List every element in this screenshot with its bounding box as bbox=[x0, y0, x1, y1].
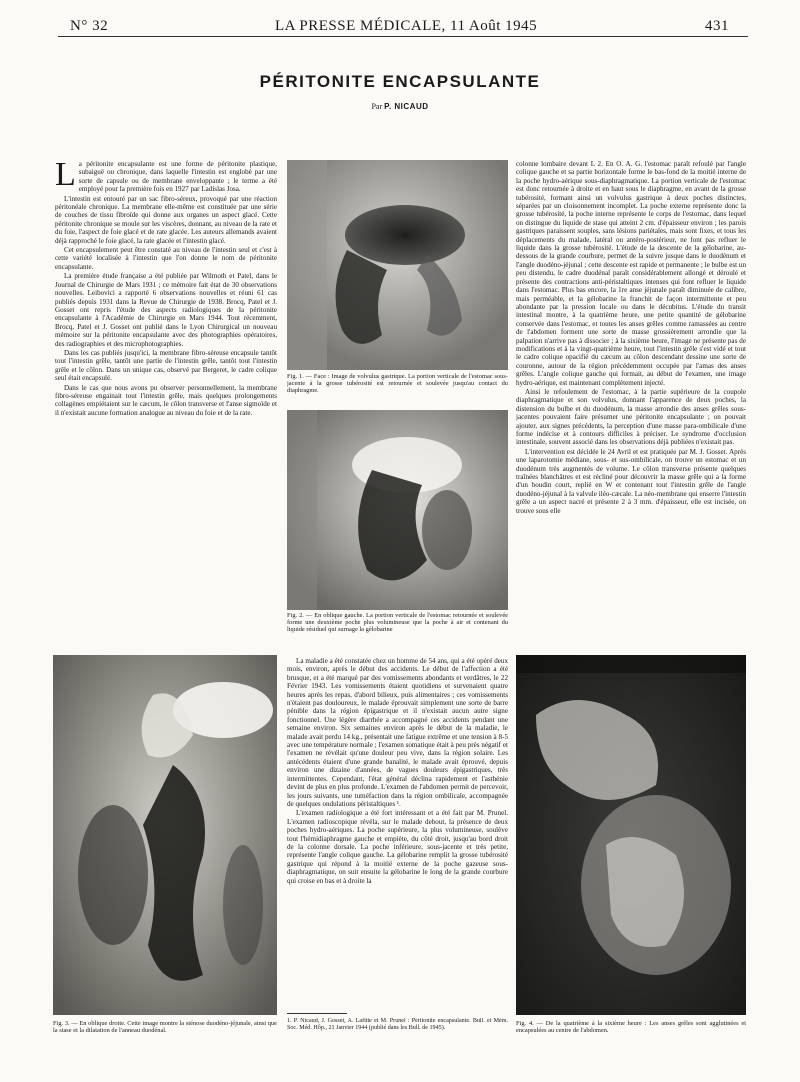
article-title: PÉRITONITE ENCAPSULANTE bbox=[259, 72, 541, 91]
column-3 bbox=[516, 160, 746, 652]
paragraph-3: Cet encapsulement peut être constaté au niveau de l'intestin seul et c'est à cette variété localisée à l'intestin que l'on donne le nom de péritonite encapsulante. bbox=[55, 246, 277, 271]
paragraph-2: L'intestin est entouré par un sac fibro-séreux, provoqué par une réaction péritonéale chronique. La membrane elle-même est constituée par une série de couches de tissu fibroïde qui donne aux organes un aspect glacé. Cette péritonite chronique se moule sur les viscères, donnant, au niveau de la rate et du foie, l'aspect de foie glacé et de rate glacée. Les auteurs allemands avaient déjà rapproché le foie glacé, la rate glacée et l'intestin glacé. bbox=[55, 194, 277, 245]
issue-number: N° 32 bbox=[70, 18, 109, 34]
header-rule bbox=[58, 36, 748, 37]
author-prefix: Par bbox=[371, 102, 383, 111]
paragraph-6: Dans le cas que nous avons pu observer personnellement, la membrane fibro-séreuse engainait tout l'intestin grêle, mais quelques prolongements collagènes empiétaient sur le cæcum, le côlon transverse et l'anse sigmoïde et il n'existait aucune formation analogue au niveau du foie et de la rate. bbox=[55, 383, 277, 417]
paragraph-c3-2: Ainsi le refoulement de l'estomac, à la partie supérieure de la coupole diaphragmatique et son volvulus, donnant l'apparence de deux poches, la distension du bulbe et du duodénum, la masse arrondie des anses grêles sous-jacentes pouvaient faire présumer une péritonite encapsulante ; on pouvait ajouter, aux signes précédents, la perception d'une masse para-ombilicale d'une forme indécise et à contours difficiles à préciser. Le syndrome d'occlusion intestinale, souvent associé dans les observations déjà publiées n'existait pas. bbox=[516, 387, 746, 447]
paragraph-4: La première étude française a été publiée par Wilmoth et Patel, dans le Journal de Chirurgie de Mars 1931 ; ce mémoire fait état de 30 observations nouvelles. Leibovici a rapporté 6 observations nouvelles et réuni 61 cas publiés depuis 1931 dans la Revue de Chirurgie de 1938. Brocq, Patel et J. Gosset ont repris l'étude des aspects radiologiques de la péritonite encapsulante à l'Académie de Chirurgie en Mars 1944. Tout récemment, Brocq, Patel et J. Gosset ont publié dans le Lyon Chirurgical un nouveau mémoire sur la péritonite encapsulante avec des photographies opératoires, des radiographies et des microphotographies. bbox=[55, 272, 277, 348]
figure-3-caption: Fig. 3. — En oblique droite. Cette image montre la sténose duodéno-jéjunale, ainsi que la stase et la dilatation de l'anneau duodénal. bbox=[53, 1020, 277, 1035]
figure-1-caption: Fig. 1. — Face : Image de volvulus gastrique. La portion verticale de l'estomac sous-jacente à la grosse tubérosité est retournée et soulevée jusqu'au contact du diaphragme. bbox=[287, 373, 508, 395]
column-2 bbox=[287, 657, 508, 1007]
figure-2-caption: Fig. 2. — En oblique gauche. La portion verticale de l'estomac retournée et soulevée forme une deuxième poche plus volumineuse que la poche à air et contenant du liquide résiduel qui surnage la gélobarine bbox=[287, 612, 508, 634]
paragraph-5: Dans les cas publiés jusqu'ici, la membrane fibro-séreuse encapsule tantôt tout l'intestin grêle, tantôt une partie de l'intestin grêle, tantôt tout l'intestin grêle et le côlon. Dans un unique cas, observé par Bergeret, le cadre colique seul était encapsulé. bbox=[55, 348, 277, 383]
figure-2-radiograph bbox=[287, 410, 508, 610]
paragraph-c2-1: La maladie a été constatée chez un homme de 54 ans, qui a été opéré deux mois, environ, après le début des accidents. Le début de l'affection a été brusque, et a été marqué par des vomissements abondants et verdâtres, le 22 Février 1943. Les vomissements étaient quotidiens et survenaient quatre heures après les repas, d'abord bilieux, puis alimentaires ; ces vomissements n'étaient pas douloureux, le malade éprouvait simplement une sorte de barre pénible dans la région épigastrique et il n'existait aucun autre signe fonctionnel. Une légère diarrhée a accompagné ces accidents pendant une semaine environ. Six semaines environ après le début de la maladie, le malade avait perdu 14 kg., présentait une fatigue extrême et une tension à 8-5 avec une température normale ; l'examen somatique était à peu près négatif et l'examen ne révélait qu'une douleur peu vive, dans la région solaire. Les antécédents étaient d'une grande banalité, le malade avait éprouvé, depuis environ une dizaine d'années, de vagues douleurs épigastriques, très intermittentes. Cependant, l'état général déclina rapidement et l'asthénie devint de plus en plus profonde. L'examen de l'abdomen permit de percevoir, les jours suivants, une tuméfaction dans la région ombilicale, accompagnée de quelques ondulations péristaltiques ¹. bbox=[287, 657, 508, 808]
drop-cap: L bbox=[55, 160, 76, 193]
paragraph-c3-1: colonne lombaire devant L 2. En O. A. G. l'estomac paraît refoulé par l'angle colique gauche et sa partie horizontale forme le bas-fond de la moitié interne de la poche hydro-aérique sous-diaphragmatique. La portion verticale de l'estomac est donc retournée à droite et en haut sous le diaphragme, en avant de la grosse tubérosité, formant ainsi un volvulus gastrique à deux poches distinctes, séparées par un cloisonnement incomplet. La poche externe représente donc la grosse tubérosité, la poche interne représente le corps de l'estomac, dans lequel on distingue du liquide de stase qui atteint 2 cm. d'épaisseur environ ; les parois gastriques paraissent souples, sans lésions pariétales, mais sont fixes, et tous les déplacements du malade, latéral ou antéro-postérieur, ne font pas refluer le liquide dans la grosse tubérosité. L'étude de la descente de la gélobarine, au-dessous de la grande courbure, permet de la suivre jusque dans le duodénum et l'angle duodéno-jéjunal ; cette descente est rapide et permanente ; le bulbe est un peu distendu, le cadre duodénal paraît considérablement allongé et déroulé et présente des contractions anti-péristaltiques intenses qui font refluer le liquide dans l'estomac. Plus bas encore, la 1re anse jéjunale paraît diminuée de calibre, mais perméable, et la gélobarine la franchit de façon intermittente et peu abondante par la pression locale ou dans le décubitus. L'étude du transit intestinal montre, à la quatrième heure, une petite quantité de gélobarine conservée dans l'estomac, et toutes les anses grêles comme ramassées au centre de l'abdomen forment une sorte de masse grossièrement arrondie que la palpation n'arrive pas à dissocier ; à la sixième heure, l'image ne présente pas de modifications et à la vingt-quatrième heure, tout l'intestin grêle s'est vidé et tout le cadre colique opacifié du cæcum au côlon descendant dessine une sorte de couronne, autour de la région précédemment occupée par l'amas des anses grêles. L'angle colique gauche qui formait, au début de l'examen, une image hydro-aérique, est maintenant complètement injecté. bbox=[516, 160, 746, 387]
article-author bbox=[0, 102, 800, 111]
paragraph-1: La péritonite encapsulante est une forme de péritonite plastique, subaiguë ou chronique, dans laquelle l'intestin est englobé par une sorte de capsule ou de membrane enveloppante ; le terme a été employé pour la première fois en 1927 par Ladislas Josa. bbox=[55, 160, 277, 194]
paragraph-c2-2: L'examen radiologique a été fort intéressant et a été fait par M. Prunel. L'examen radioscopique révéla, sur le malade debout, la présence de deux poches hydro-aériques. La poche supérieure, la plus volumineuse, soulève tout l'hémidiaphragme gauche et empiète, du côté droit, jusqu'au bord droit de la colonne dorsale. La poche inférieure, sous-jacente et très petite, représente l'angle colique gauche. La gélobarine remplit la grosse tubérosité gastrique qui répond à la moitié externe de la poche gazeuse sous-diaphragmatique, on suit ensuite la gélobarine le long de la grande courbure qui croise en bas et à droite la bbox=[287, 809, 508, 885]
paragraph-c3-3: L'intervention est décidée le 24 Avril et est pratiquée par M. J. Gosset. Après une laparotomie médiane, sous- et sus-ombilicale, on trouve un estomac et un duodénum très augmentés de volume. Le côlon transverse présente quelques traînées blanchâtres et est récliné pour découvrir la masse grêle qui a la forme d'un boudin court, replié en W et contenant tout l'intestin grêle de l'angle duodéno-jéjunal à la valvule iléo-cæcale. La néo-membrane qui enserre l'intestin grêle a un aspect nacré et présente 2 à 3 mm. d'épaisseur, elle est incisée, on trouve sous elle bbox=[516, 447, 746, 515]
footnote-rule bbox=[287, 1013, 347, 1014]
figure-4-radiograph bbox=[516, 655, 746, 1015]
page-number: 431 bbox=[705, 18, 729, 34]
column-1 bbox=[55, 160, 277, 650]
author-name: P. NICAUD bbox=[384, 102, 429, 111]
footnote: 1. P. Nicaud, J. Gosset, A. Lafitte et M. Prunel : Péritonite encapsulante. Bull. et Mém. Soc. Méd. Hôp., 21 Janvier 1944 (publié dans les Bull. de 1945). bbox=[287, 1018, 508, 1031]
journal-header: LA PRESSE MÉDICALE, 11 Août 1945 bbox=[275, 18, 538, 34]
figure-3-radiograph bbox=[53, 655, 277, 1015]
figure-4-caption: Fig. 4. — De la quatrième à la sixième heure : Les anses grêles sont agglutinées et encapsulées au centre de l'abdomen. bbox=[516, 1020, 746, 1035]
figure-1-radiograph bbox=[287, 160, 508, 370]
